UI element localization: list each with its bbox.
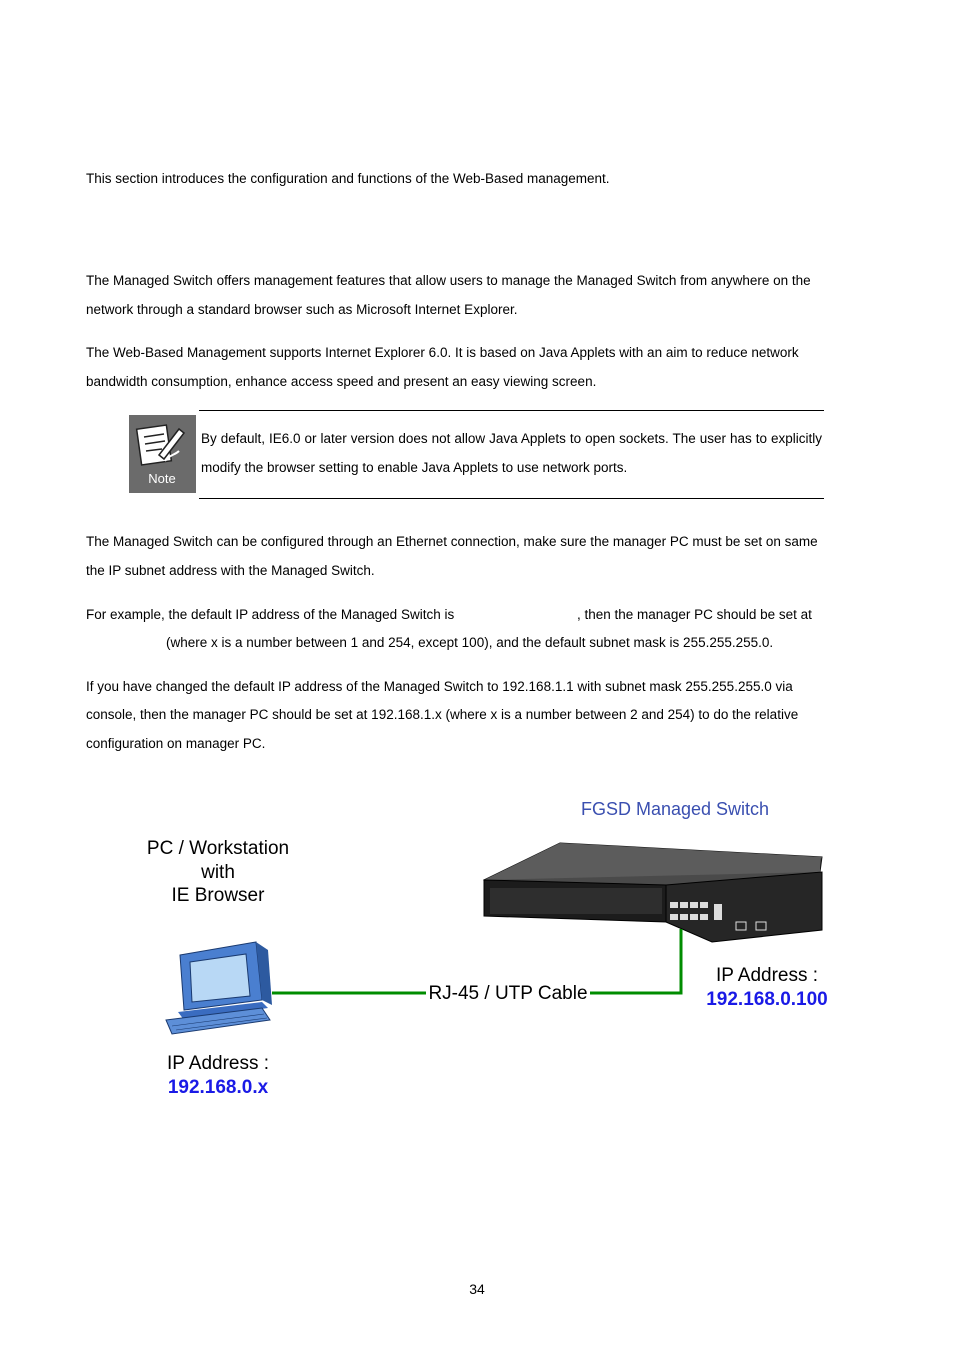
switch-device-icon [484, 843, 822, 942]
para5-line3: configuration on manager PC. [86, 736, 266, 751]
pc-label-line1: PC / Workstation [146, 838, 290, 859]
para5-line2: console, then the manager PC should be set at 192.168.1.x (where x is a number between 2 and 254) to do the relative [86, 707, 799, 722]
para4-line2: (where x is a number between 1 and 254, except 100), and the default subnet mask is 255.255.255.0. [166, 635, 774, 650]
para2-line1: The Web-Based Management supports Internet Explorer 6.0. It is based on Java Applets with an aim to reduce network [86, 345, 799, 360]
pc-label-line3: IE Browser [171, 885, 265, 906]
note-icon [129, 415, 196, 493]
pc-workstation-icon [166, 942, 272, 1034]
para2-line2: bandwidth consumption, enhance access speed and present an easy viewing screen. [86, 374, 597, 389]
para1-line2: network through a standard browser such as Microsoft Internet Explorer. [86, 302, 518, 317]
pc-ip-label: IP Address : [166, 1053, 270, 1074]
para3-line2: the IP subnet address with the Managed Switch. [86, 563, 375, 578]
note-icon-label: Note [148, 471, 176, 486]
para4-line1b: , then the manager PC should be set at [577, 607, 812, 622]
network-diagram [0, 780, 954, 1110]
page-number: 34 [469, 1281, 485, 1297]
note-text: By default, IE6.0 or later version does not allow Java Applets to open sockets. The user has to explicitly modify the browser setting to enable Java Applets to use network ports. [201, 431, 822, 475]
switch-ip-label: IP Address : [715, 965, 819, 986]
switch-title: FGSD Managed Switch [580, 799, 770, 819]
para3-line1: The Managed Switch can be configured through an Ethernet connection, make sure the manager PC must be set on same [86, 534, 818, 549]
note-top-rule [199, 410, 824, 411]
note-bottom-rule [199, 498, 824, 499]
cable-label: RJ-45 / UTP Cable [428, 983, 588, 1004]
pc-ip-value: 192.168.0.x [167, 1077, 269, 1098]
para4-line1a: For example, the default IP address of the Managed Switch is [86, 607, 455, 622]
para1-line1: The Managed Switch offers management features that allow users to manage the Managed Switch from anywhere on the [86, 273, 811, 288]
switch-ip-value: 192.168.0.100 [706, 989, 828, 1010]
para5-line1: If you have changed the default IP address of the Managed Switch to 192.168.1.1 with subnet mask 255.255.255.0 via [86, 679, 793, 694]
intro-text: This section introduces the configuration and functions of the Web-Based management. [86, 171, 610, 186]
cable-right-segment [590, 929, 681, 993]
pc-label-line2: with [201, 862, 235, 883]
